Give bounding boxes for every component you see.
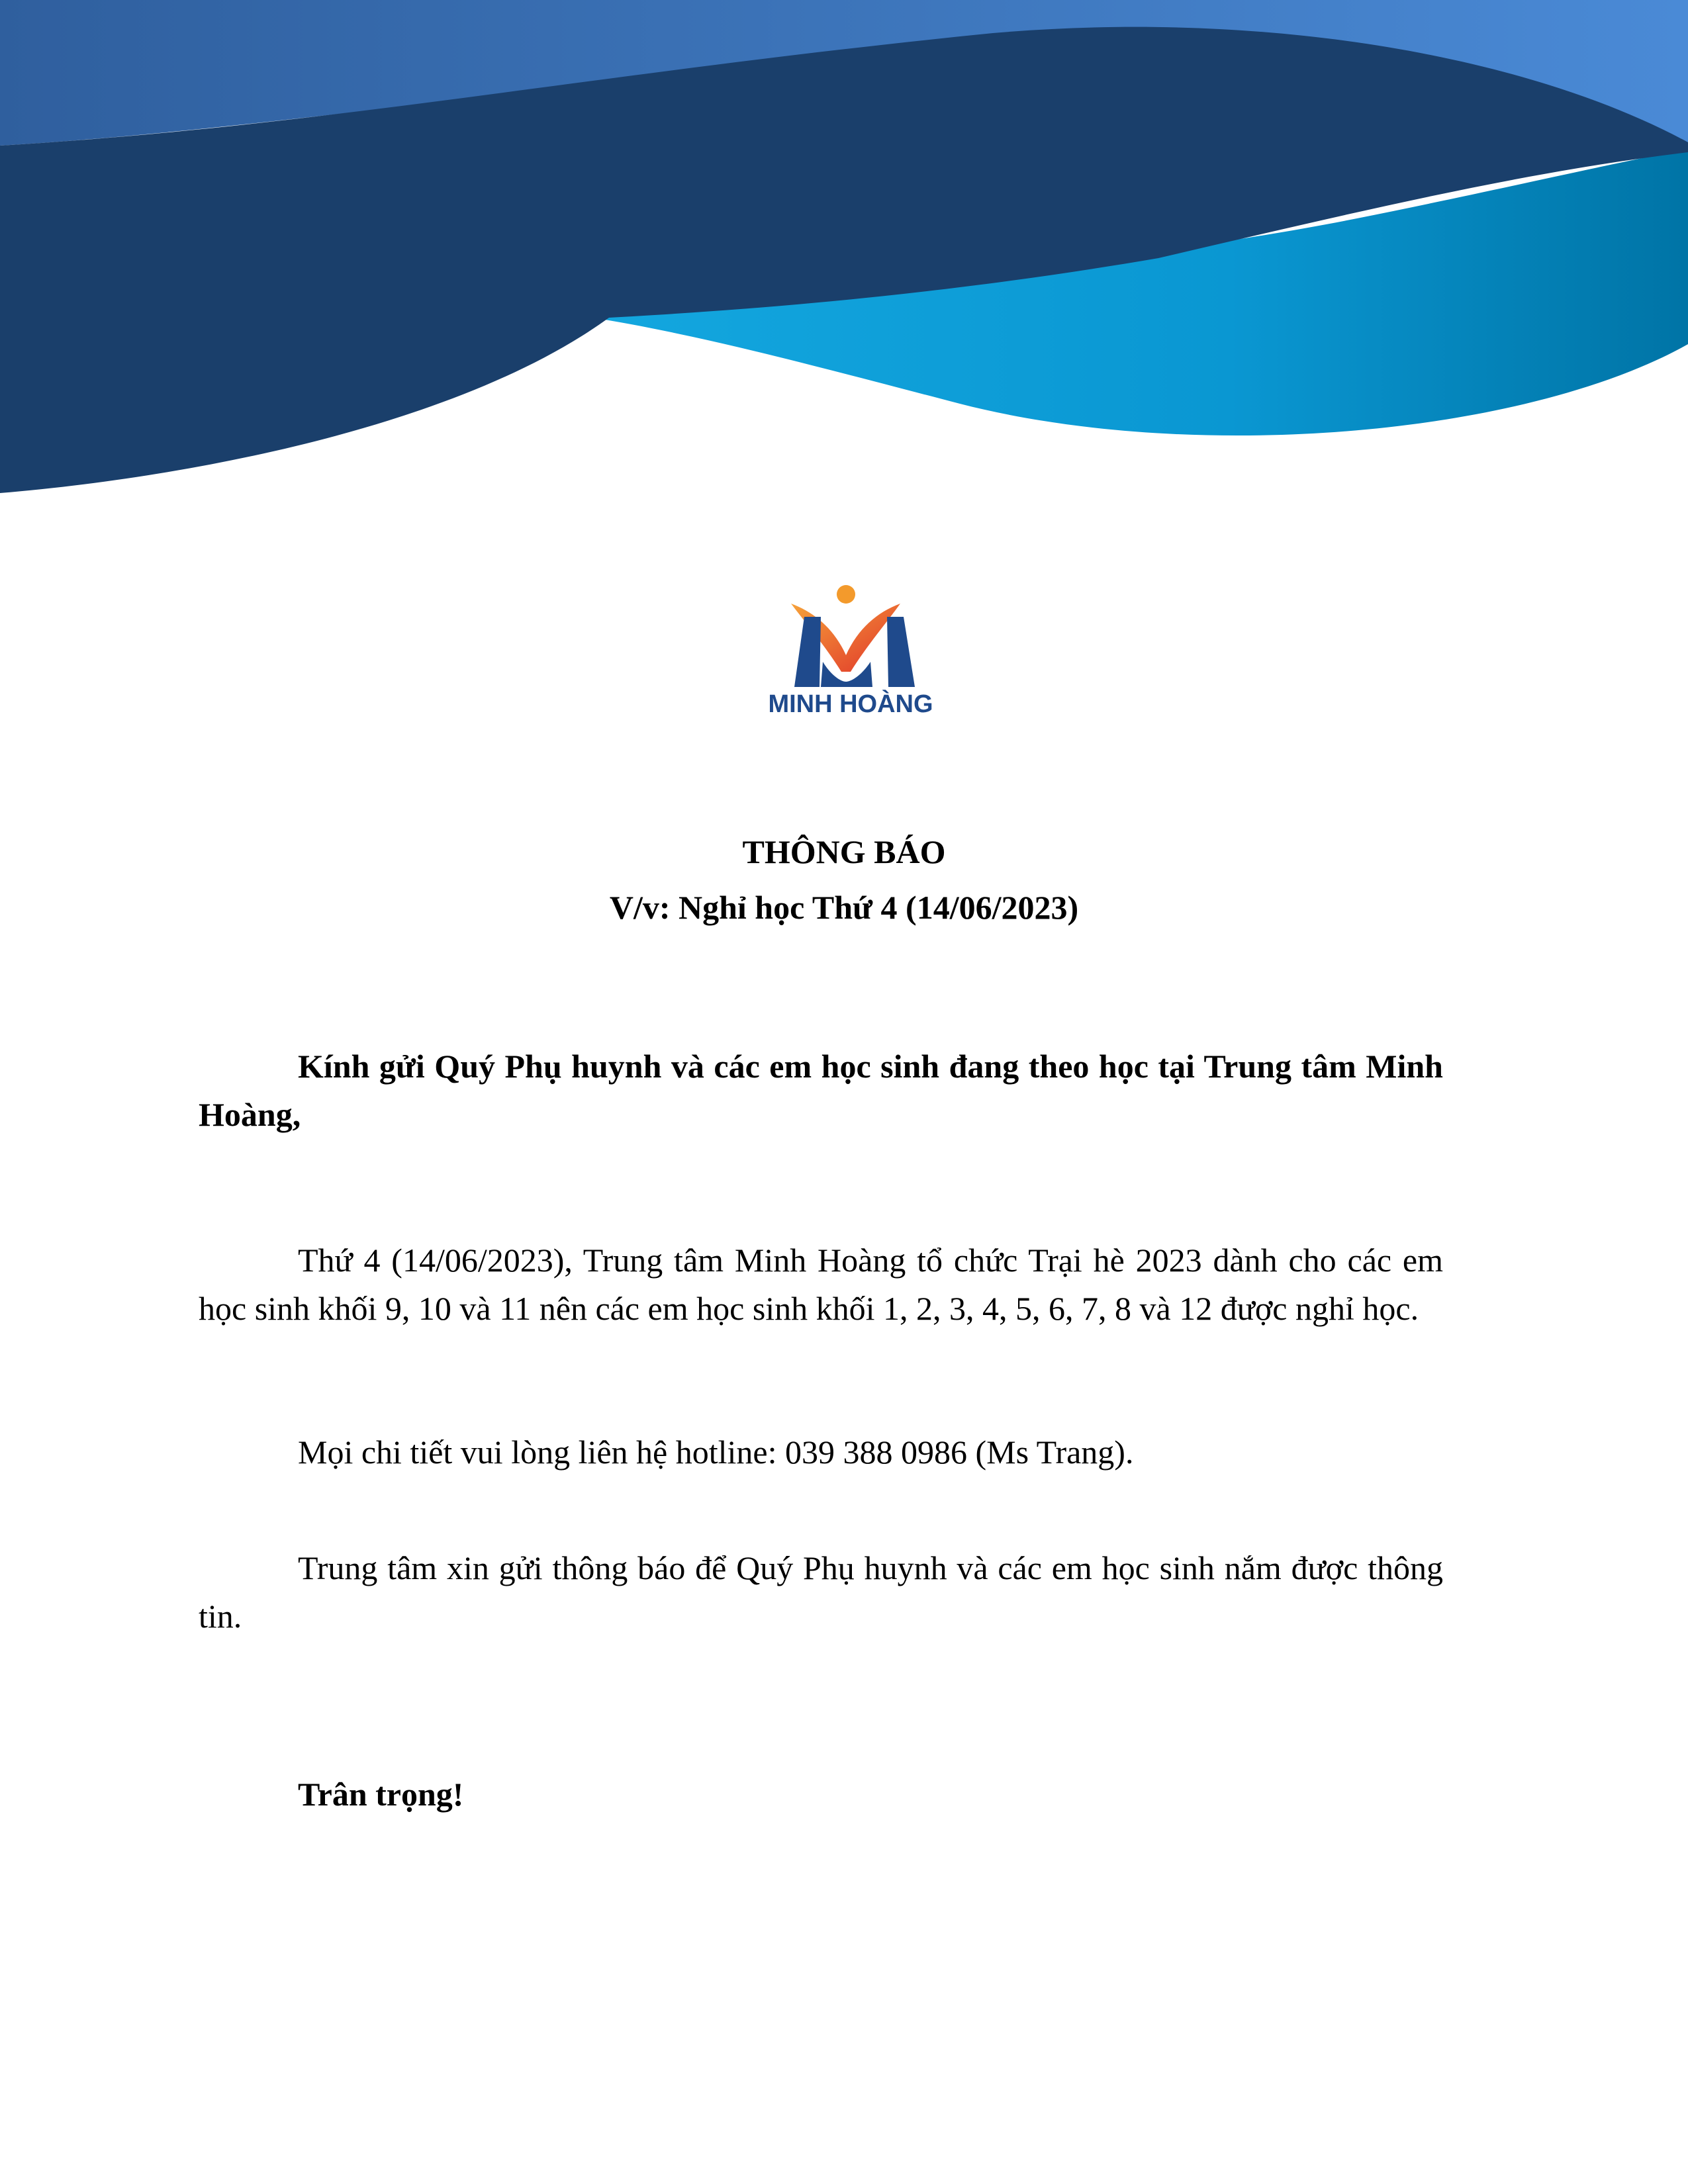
- svg-text:MINH HOÀNG: MINH HOÀNG: [768, 690, 933, 715]
- body-paragraph-info: Trung tâm xin gửi thông báo để Quý Phụ huynh và các em học sinh nắm được thông tin.: [199, 1549, 1443, 1635]
- wave-header-banner: [0, 0, 1688, 503]
- body-paragraph-contact: Mọi chi tiết vui lòng liên hệ hotline: 039 388 0986 (Ms Trang).: [298, 1433, 1134, 1471]
- minh-hoang-logo: [741, 582, 960, 715]
- body-paragraph-schedule: Thứ 4 (14/06/2023), Trung tâm Minh Hoàng tổ chức Trại hè 2023 dành cho các em học sinh khối 9, 10 và 11 nên các em học sinh khối 1, 2, 3, 4, 5, 6, 7, 8 và 12 được nghỉ học.: [199, 1242, 1443, 1327]
- notice-subject: V/v: Nghỉ học Thứ 4 (14/06/2023): [609, 889, 1079, 926]
- closing-line: Trân trọng!: [298, 1776, 464, 1813]
- notice-heading: [0, 824, 1688, 935]
- greeting-paragraph: Kính gửi Quý Phụ huynh và các em học sinh đang theo học tại Trung tâm Minh Hoàng,: [199, 1048, 1443, 1133]
- notice-title: THÔNG BÁO: [742, 833, 946, 870]
